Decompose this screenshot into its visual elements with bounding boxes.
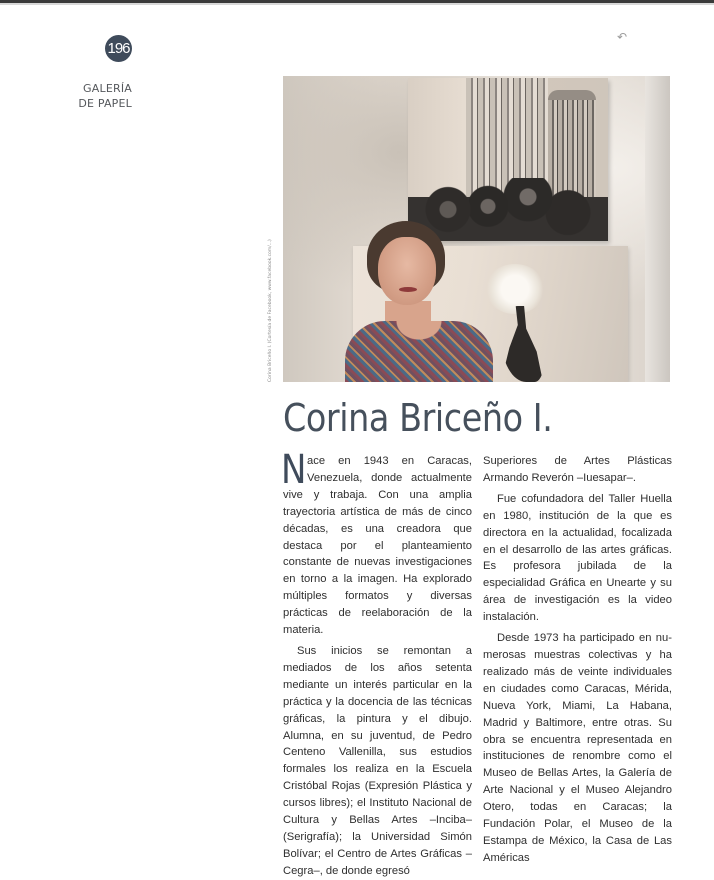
paragraph-early-career: Sus inicios se remontan a mediados de los años setenta mediante un interés particular en la práctica y la docencia de las técnicas gráficas, la pintura y el dibujo. Alumna, en su juventud, de Pedro Centeno Vallenilla, sus estudios formales los realiza en la Escuela Cristóbal Rojas (Expresión Plástica y cursos libres); el Instituto Nacional de Cultura y Bellas Artes –Inciba– (Serigrafía); la Universidad Simón Bolívar; el Centro de Artes Gráficas –Cegra–, de donde egresó — [283, 644, 472, 877]
paragraph-exhibitions: Desde 1973 ha participado en numerosas muestras colectivas y ha realizado más de veinte individuales en ciudades como Caracas, Mérida, Nueva York, Miami, La Habana, Madrid y Baltimore, entre otras. Su obra se encuentra representada en instituciones de renombre como el Museo de Bellas Artes, la Galería de Arte Nacional y el Museo Alejandro Otero, todas en Caracas; la Fundación Polar, el Museo de la Estampa de México, la Casa de Las Américas — [483, 632, 672, 864]
photo-credit-caption: Corina Briceño I. (Cortesía de Facebook, www.facebook.com/...) — [268, 239, 273, 382]
artist-photo — [283, 76, 670, 382]
article-column-1 — [281, 447, 472, 880]
gallery-wall-edge — [645, 76, 670, 382]
artist-portrait — [345, 221, 495, 382]
undo-arrow-icon[interactable]: ↶ — [617, 30, 628, 44]
paragraph-intro — [281, 447, 472, 639]
artwork-dark-figure — [501, 306, 543, 382]
paragraph-education-continued: Superiores de Artes Plásticas Armando Reverón –Iuesapar–. — [483, 455, 672, 484]
viewer-top-border-shadow — [0, 3, 714, 5]
section-label-line-1: GALERÍA — [83, 82, 132, 95]
section-label-line-2: DE PAPEL — [78, 97, 132, 110]
section-label — [78, 81, 132, 111]
paragraph-taller-huella: Fue cofundadora del Taller Huella en 1980, institución de la que es directora en la actualidad, focalizada en el desarrollo de las artes gráficas. Es profesora jubilada de la especialidad Gráfica en Unearte y su área de investigación es la video instalación. — [483, 492, 672, 624]
portrait-face — [378, 237, 436, 305]
portrait-smile — [399, 287, 417, 292]
page-number-badge: 196 — [105, 35, 132, 62]
article-column-2 — [483, 453, 672, 867]
article-title: Corina Briceño I. — [283, 396, 553, 440]
portrait-blouse — [345, 321, 493, 382]
drop-cap: N — [281, 447, 307, 493]
artwork-cityscape — [408, 78, 608, 241]
paragraph-intro-text: ace en 1943 en Caracas, Venezuela, donde actualmente vive y trabaja. Con una amplia trayectoria artística de más de cinco décadas, es una creadora que destaca por el planteamiento constante de nuevas investigaciones en torno a la imagen. Ha explorado múltiples formatos y diversas prácticas de reelaboración de la materia. — [283, 455, 472, 637]
